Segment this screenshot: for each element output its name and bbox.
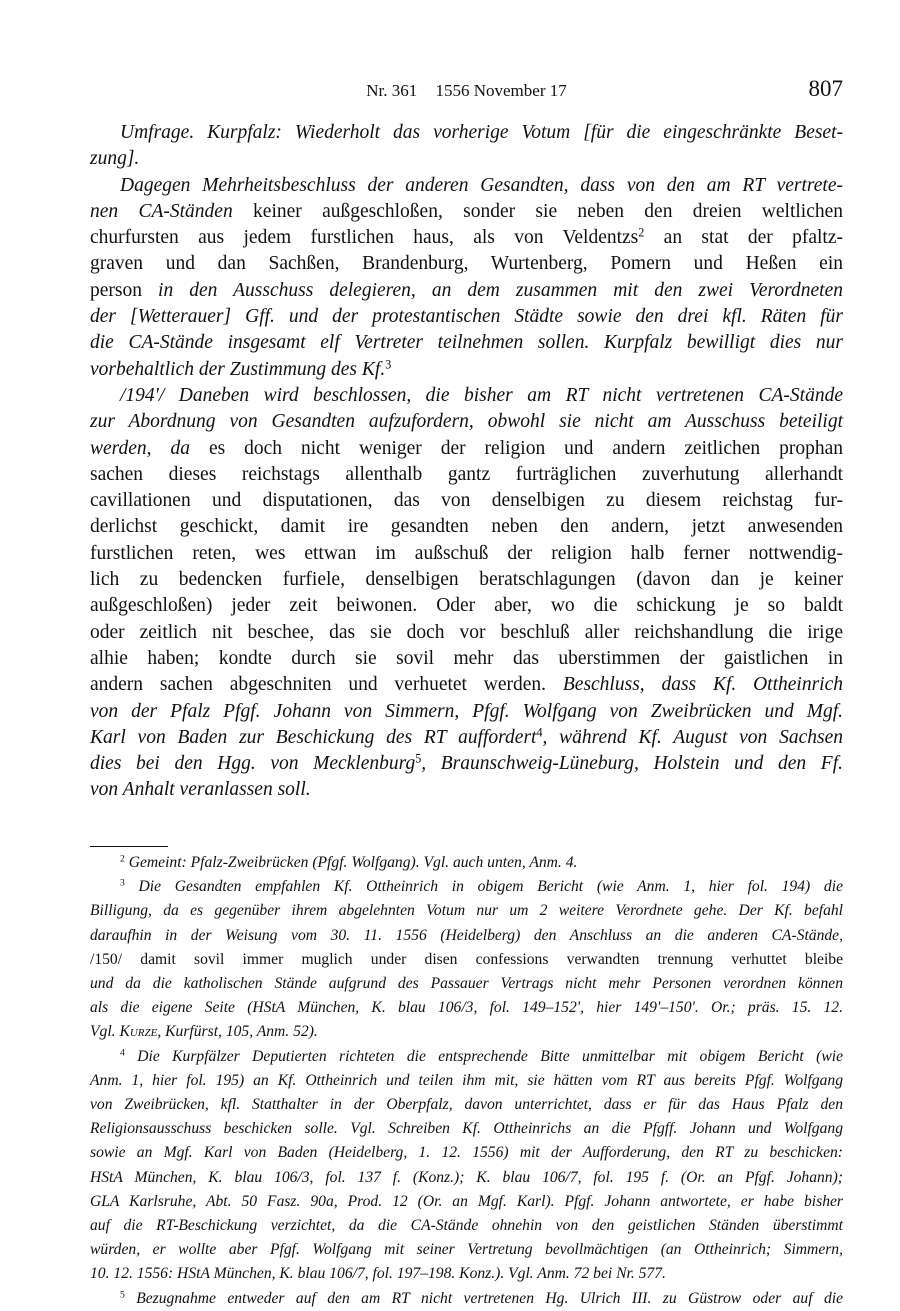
text-segment: keiner außgeschloßen, sonder sie neben den dreien weltlichen	[232, 200, 844, 222]
text-segment: als die eigene Seite (HStA München, K. blau 106/3, fol. 149–152', hier 149'–150'. Or.; präs. 15. 12.	[90, 999, 843, 1017]
text-line	[90, 409, 843, 435]
text-line	[90, 357, 843, 383]
text-line	[90, 462, 843, 488]
footnote-marker: 2	[120, 853, 125, 865]
text-segment: Bezugnahme entweder auf den am RT nicht vertretenen Hg. Ulrich III. zu Güstrow oder auf die	[124, 1289, 843, 1307]
text-segment: Karl von Baden zur Beschickung des RT auffordert	[90, 726, 537, 748]
text-segment: auf die RT-Beschickung verzichtet, da die CA-Stände ohnehin von den geistlichen Ständen überstimmt	[90, 1217, 843, 1235]
text-line	[90, 751, 843, 777]
footnote-marker: 4	[120, 1047, 125, 1059]
text-segment: /150/ damit sovil immer muglich under disen confessions verwandten trennung verhuttet bleibe	[90, 950, 843, 968]
text-segment: alhie haben; kondte durch sie sovil mehr das uberstimmen der gaistlichen in	[90, 647, 843, 669]
footnote-line	[90, 1069, 843, 1093]
text-segment: Dagegen Mehrheitsbeschluss der anderen Gesandten, dass von den am RT vertrete-	[120, 174, 843, 196]
footnote-line	[90, 1287, 843, 1311]
text-line	[90, 173, 843, 199]
text-segment: Religionsausschuss beschicken solle. Vgl. Schreiben Kf. Ottheinrichs an die Pfgff. Johann und Wolfgang	[90, 1120, 843, 1138]
text-line	[90, 330, 843, 356]
text-line	[90, 383, 843, 409]
page-number: 807	[808, 76, 843, 101]
running-title	[90, 81, 843, 101]
text-segment: der [Wetterauer] Gff. und der protestantischen Städte sowie den drei kfl. Räten für	[90, 306, 843, 328]
text-line	[90, 436, 843, 462]
text-line	[90, 672, 843, 698]
footnote-line	[90, 875, 843, 899]
text-line	[90, 251, 843, 277]
main-text	[90, 120, 843, 804]
text-segment: 10. 12. 1556: HStA München, K. blau 106/7, fol. 197–198. Konz.). Vgl. Anm. 72 bei Nr. 577.	[90, 1265, 666, 1283]
footnote-line	[90, 1020, 843, 1044]
text-segment: , Kurfürst, 105, Anm. 52).	[157, 1023, 318, 1041]
text-segment: werden, da	[90, 437, 191, 459]
text-segment: die CA-Stände insgesamt elf Vertreter teilnehmen sollen. Kurpfalz bewilligt dies nur	[90, 332, 843, 354]
footnote-marker: 3	[120, 877, 125, 889]
footnote-line	[90, 851, 843, 875]
text-segment: furstlichen reten, wes ettwan im außschuß der religion halb ferner nottwendig-	[90, 542, 843, 564]
text-segment: von Anhalt veranlassen soll.	[90, 779, 311, 801]
footnote-line	[90, 996, 843, 1020]
text-segment: person	[90, 279, 159, 301]
footnote-marker: 2	[638, 225, 645, 240]
running-header	[90, 76, 843, 106]
text-line	[90, 488, 843, 514]
text-segment: , während Kf. August von Sachsen	[542, 726, 843, 748]
footnotes	[90, 851, 843, 1311]
text-segment: an stat der pfaltz-	[644, 227, 843, 249]
footnote-line	[90, 1117, 843, 1141]
text-segment: derlichst geschickt, damit ire gesandten neben den andern, jetzt anwesenden	[90, 516, 843, 538]
text-segment: daraufhin in der Weisung vom 30. 11. 1556 (Heidelberg) den Anschluss an die anderen CA-Stände,	[90, 926, 843, 944]
footnote-marker: 5	[120, 1289, 125, 1301]
footnote-marker: 3	[385, 357, 392, 372]
text-line	[90, 777, 843, 803]
text-line	[90, 541, 843, 567]
text-segment: von Zweibrücken, kfl. Statthalter in der Oberpfalz, davon unterrichtet, dass er für das Haus Pfalz den	[90, 1096, 843, 1114]
text-segment: Gemeint: Pfalz-Zweibrücken (Pfgf. Wolfgang). Vgl. auch unten, Anm. 4.	[124, 854, 578, 871]
text-segment: Anm. 1, hier fol. 195) an Kf. Ottheinrich und teilen ihm mit, sie hätten vom RT aus bereits Pfgf. Wolfgang	[90, 1071, 843, 1089]
text-segment: GLA Karlsruhe, Abt. 50 Fasz. 90a, Prod. 12 (Or. an Mgf. Karl). Pfgf. Johann antwortete, er habe bisher	[90, 1192, 843, 1210]
footnote-line	[90, 972, 843, 996]
text-segment: andern sachen abgeschniten und verhuetet werden.	[90, 674, 563, 696]
footnote-divider	[90, 846, 168, 847]
text-segment: und da die katholischen Stände aufgrund des Passauer Vertrags nicht mehr Personen verordnen können	[90, 975, 843, 993]
text-line	[90, 278, 843, 304]
text-segment: in den Ausschuss delegieren, an dem zusammen mit den zwei Verordneten	[158, 279, 843, 301]
text-segment: sowie an Mgf. Karl von Baden (Heidelberg, 1. 12. 1556) mit der Aufforderung, den RT zu beschicken:	[90, 1144, 843, 1162]
text-segment: Billigung, da es gegenüber ihrem abgelehnten Votum nur um 2 weitere Verordnete gehe. Der Kf. befahl	[90, 902, 843, 920]
footnote-line	[90, 1045, 843, 1069]
text-line	[90, 304, 843, 330]
text-segment: nen CA-Ständen	[90, 200, 233, 222]
text-line	[90, 225, 843, 251]
footnote-line	[90, 1214, 843, 1238]
footnote-marker: 4	[536, 725, 543, 740]
text-line	[90, 514, 843, 540]
footnote-line	[90, 948, 843, 972]
text-segment: oder zeitlich nit beschee, das sie doch vor beschluß aller reichshandlung die irige	[90, 621, 843, 643]
text-line	[90, 620, 843, 646]
footnote-line	[90, 924, 843, 948]
footnote-line	[90, 1166, 843, 1190]
footnote-line	[90, 1093, 843, 1117]
text-segment: /194'/ Daneben wird beschlossen, die bisher am RT nicht vertretenen CA-Stände	[120, 384, 843, 406]
text-segment: HStA München, K. blau 106/3, fol. 137 f. (Konz.); K. blau 106/7, fol. 195 f. (Or. an Pfgf. Johann);	[90, 1168, 843, 1186]
text-segment: Kurze	[119, 1023, 158, 1041]
text-line	[90, 567, 843, 593]
text-segment: Vgl.	[90, 1023, 120, 1041]
text-segment: es doch nicht weniger der religion und andern zeitlichen prophan	[190, 437, 843, 459]
text-segment: sachen dieses reichstags allenthalb gantz furträglichen zuverhutung allerhandt	[90, 463, 843, 485]
document-number: Nr. 361	[366, 81, 418, 100]
text-line	[90, 593, 843, 619]
text-line	[90, 146, 843, 172]
text-segment: dies bei den Hgg. von Mecklenburg	[90, 753, 416, 775]
text-segment: Umfrage. Kurpfalz: Wiederholt das vorherige Votum [für die eingeschränkte Beset-	[120, 122, 843, 143]
footnote-line	[90, 1190, 843, 1214]
footnote-line	[90, 1262, 843, 1286]
text-segment: Die Gesandten empfahlen Kf. Ottheinrich in obigem Bericht (wie Anm. 1, hier fol. 194) die	[124, 878, 843, 896]
text-segment: zung].	[90, 148, 140, 170]
text-line	[90, 199, 843, 225]
text-line	[90, 725, 843, 751]
text-line	[90, 699, 843, 725]
footnote-line	[90, 899, 843, 923]
footnote-line	[90, 1141, 843, 1165]
text-segment: cavillationen und disputationen, das von denselbigen zu diesem reichstag fur-	[90, 490, 843, 512]
text-segment: zur Abordnung von Gesandten aufzufordern, obwohl sie nicht am Ausschuss beteiligt	[90, 411, 843, 433]
footnote-line	[90, 1238, 843, 1262]
text-segment: lich zu bedencken furfiele, denselbigen beratschlagungen (davon dan je keiner	[90, 569, 843, 591]
text-segment: Die Kurpfälzer Deputierten richteten die entsprechende Bitte unmittelbar mit obigem Bericht (wie	[124, 1047, 843, 1065]
text-line	[90, 646, 843, 672]
document-date: 1556 November 17	[435, 81, 567, 100]
footnote-marker: 5	[415, 751, 422, 766]
text-segment: churfursten aus jedem furstlichen haus, als von Veldentzs	[90, 227, 639, 249]
text-segment: würden, er wollte aber Pfgf. Wolfgang mit seiner Vertretung bevollmächtigen (an Ottheinrich; Simmern,	[90, 1241, 843, 1259]
text-line	[90, 120, 843, 146]
text-segment: von der Pfalz Pfgf. Johann von Simmern, Pfgf. Wolfgang von Zweibrücken und Mgf.	[90, 700, 843, 722]
text-segment: vorbehaltlich der Zustimmung des Kf.	[90, 358, 386, 380]
text-segment: , Braunschweig-Lüneburg, Holstein und den Ff.	[421, 753, 843, 775]
text-segment: außgeschloßen) jeder zeit beiwonen. Oder aber, wo die schickung je so baldt	[90, 595, 843, 617]
text-segment: Beschluss, dass Kf. Ottheinrich	[562, 674, 843, 696]
text-segment: graven und dan Sachßen, Brandenburg, Wurtenberg, Pomern und Heßen ein	[90, 253, 843, 275]
